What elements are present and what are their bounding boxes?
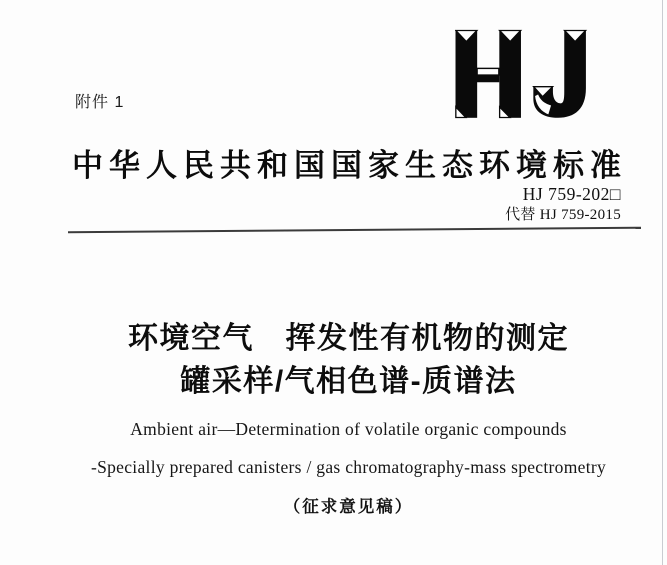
title-en-line1: Ambient air—Determination of volatile organic compounds — [130, 419, 567, 439]
standard-number-block — [505, 184, 621, 225]
scan-edge-line — [662, 0, 663, 565]
title-en-line2: -Specially prepared canisters / gas chromatography-mass spectrometry — [90, 457, 607, 477]
attachment-label: 附件 1 — [75, 94, 125, 111]
title-zh-line1: 环境空气 挥发性有机物的测定 — [128, 322, 569, 355]
standard-heading: 中华人民共和国国家生态环境标准 — [72, 148, 627, 183]
hj-standard-logo-icon — [455, 29, 589, 119]
header-rule — [68, 227, 641, 234]
draft-note: （征求意见稿） — [283, 498, 414, 516]
standard-replaces: 代替 HJ 759-2015 — [505, 207, 621, 223]
standard-number: HJ 759-202□ — [522, 184, 621, 204]
title-zh-line2: 罐采样/气相色谱-质谱法 — [180, 365, 517, 398]
